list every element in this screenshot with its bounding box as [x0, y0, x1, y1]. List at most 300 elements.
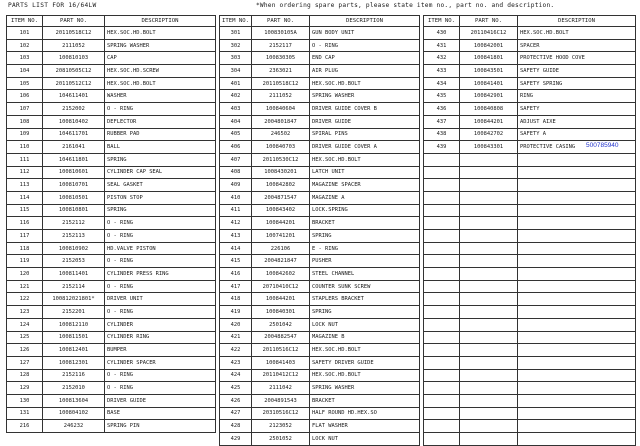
part-no-cell: 104611701	[43, 128, 105, 141]
part-no-cell: 2123052	[252, 420, 310, 433]
description-cell	[518, 344, 636, 357]
item-no-cell: 106	[7, 90, 43, 103]
item-no-cell: 435	[424, 90, 460, 103]
part-no-cell: 100844201	[252, 293, 310, 306]
item-no-cell: 216	[7, 420, 43, 433]
table-row	[220, 27, 420, 40]
description-cell	[518, 268, 636, 281]
item-no-cell: 434	[424, 77, 460, 90]
description-cell	[518, 420, 636, 433]
description-cell	[518, 433, 636, 446]
page-header	[4, 2, 636, 14]
part-no-cell: 2004882547	[252, 331, 310, 344]
item-no-cell: 121	[7, 280, 43, 293]
item-no-cell: 107	[7, 103, 43, 116]
part-no-cell: 2004891543	[252, 394, 310, 407]
table-row	[7, 394, 216, 407]
part-no-cell: 100843301	[460, 141, 518, 154]
part-no-cell: 20110512C12	[43, 77, 105, 90]
part-no-cell: 100812301	[43, 356, 105, 369]
description-cell: MAGAZINE SPACER	[310, 179, 420, 192]
description-cell: ADJUST AIXE	[518, 115, 636, 128]
item-no-cell	[424, 394, 460, 407]
description-cell: STEEL CHANNEL	[310, 268, 420, 281]
part-no-cell	[460, 217, 518, 230]
item-no-cell: 120	[7, 268, 43, 281]
description-cell	[518, 407, 636, 420]
part-no-cell	[460, 179, 518, 192]
col-item-no: ITEM NO.	[7, 16, 43, 27]
table-row	[424, 204, 636, 217]
part-no-cell: 2152116	[43, 369, 105, 382]
item-no-cell: 114	[7, 191, 43, 204]
part-no-cell: 100842901	[460, 90, 518, 103]
part-no-cell: 100842001	[460, 39, 518, 52]
item-no-cell: 412	[220, 217, 252, 230]
table-row	[7, 179, 216, 192]
item-no-cell	[424, 331, 460, 344]
part-no-cell: 20110412C12	[252, 369, 310, 382]
item-no-cell: 105	[7, 77, 43, 90]
description-cell: CYLINDER CAP SEAL	[105, 166, 216, 179]
part-no-cell: 1008430201	[252, 166, 310, 179]
description-cell: HEX.SOC.HD.BOLT	[310, 344, 420, 357]
part-no-cell: 2363021	[252, 65, 310, 78]
item-no-cell: 413	[220, 230, 252, 243]
col-item-no: ITEM NO.	[220, 16, 252, 27]
part-no-cell: 100812021801*	[43, 293, 105, 306]
description-cell: RUBBER PAD	[105, 128, 216, 141]
description-cell: O - RING	[105, 280, 216, 293]
item-no-cell: 119	[7, 255, 43, 268]
part-no-cell: 2152201	[43, 306, 105, 319]
part-no-cell: 2004821847	[252, 255, 310, 268]
description-cell: DRIVER GUIDE	[310, 115, 420, 128]
table-row	[220, 179, 420, 192]
col-part-no: PART NO.	[460, 16, 518, 27]
table-row	[220, 356, 420, 369]
description-cell: DRIVER UNIT	[105, 293, 216, 306]
table-row	[220, 191, 420, 204]
col-description: DESCRIPTION	[105, 16, 216, 27]
description-cell: HEX.SOC.HD.BOLT	[310, 369, 420, 382]
item-no-cell	[424, 382, 460, 395]
part-no-cell	[460, 344, 518, 357]
description-cell: HEX.SOC.HD.BOLT	[105, 27, 216, 40]
table-row	[7, 191, 216, 204]
item-no-cell: 430	[424, 27, 460, 40]
table-row	[424, 27, 636, 40]
part-no-cell	[460, 433, 518, 446]
item-no-cell: 409	[220, 179, 252, 192]
item-no-cell: 123	[7, 306, 43, 319]
item-no-cell: 403	[220, 103, 252, 116]
description-cell: O - RING	[105, 255, 216, 268]
part-no-cell: 100840703	[252, 141, 310, 154]
part-no-cell	[460, 191, 518, 204]
part-no-cell: 20110516C12	[252, 344, 310, 357]
table-row	[7, 268, 216, 281]
table-row	[424, 153, 636, 166]
item-no-cell: 404	[220, 115, 252, 128]
description-cell	[518, 230, 636, 243]
table-row	[424, 39, 636, 52]
table-row	[424, 268, 636, 281]
item-no-cell: 115	[7, 204, 43, 217]
part-no-cell	[460, 420, 518, 433]
description-cell: LOCK NUT	[310, 318, 420, 331]
item-no-cell	[424, 191, 460, 204]
part-no-cell: 2152002	[43, 103, 105, 116]
item-no-cell: 128	[7, 369, 43, 382]
item-no-cell: 125	[7, 331, 43, 344]
description-cell	[518, 306, 636, 319]
description-cell: SPRING WASHER	[105, 39, 216, 52]
item-no-cell: 124	[7, 318, 43, 331]
item-no-cell: 419	[220, 306, 252, 319]
table-row	[7, 153, 216, 166]
part-no-cell: 100843402	[252, 204, 310, 217]
item-no-cell	[424, 318, 460, 331]
description-cell: O - RING	[105, 103, 216, 116]
item-no-cell: 104	[7, 65, 43, 78]
item-no-cell: 408	[220, 166, 252, 179]
description-cell: BALL	[105, 141, 216, 154]
description-cell: SAFETY A	[518, 128, 636, 141]
item-no-cell: 414	[220, 242, 252, 255]
part-no-cell	[460, 331, 518, 344]
table-row	[424, 242, 636, 255]
item-no-cell: 129	[7, 382, 43, 395]
part-no-cell: 100812110	[43, 318, 105, 331]
description-cell: SPIRAL PINS	[310, 128, 420, 141]
item-no-cell: 423	[220, 356, 252, 369]
table-row	[220, 39, 420, 52]
part-no-cell: 100840808	[460, 103, 518, 116]
item-no-cell: 407	[220, 153, 252, 166]
part-no-cell: 100810701	[43, 179, 105, 192]
description-cell: SPRING WASHER	[310, 382, 420, 395]
description-cell: CAP	[105, 52, 216, 65]
part-no-cell: 2152113	[43, 230, 105, 243]
part-no-cell	[460, 242, 518, 255]
item-no-cell: 424	[220, 369, 252, 382]
table-row	[220, 153, 420, 166]
table-row	[424, 382, 636, 395]
description-cell	[518, 217, 636, 230]
table-row	[220, 230, 420, 243]
table-row	[220, 433, 420, 446]
table-row	[424, 255, 636, 268]
item-no-cell: 101	[7, 27, 43, 40]
description-cell: BRACKET	[310, 217, 420, 230]
table-row	[7, 369, 216, 382]
table-row	[220, 141, 420, 154]
description-cell: CYLINDER SPACER	[105, 356, 216, 369]
description-cell: E - RING	[310, 242, 420, 255]
table-row	[220, 52, 420, 65]
description-cell: BUMPER	[105, 344, 216, 357]
table-row	[7, 141, 216, 154]
table-row	[220, 204, 420, 217]
part-no-cell: 100810801	[43, 204, 105, 217]
table-row	[220, 268, 420, 281]
description-cell: RING	[518, 90, 636, 103]
part-no-cell	[460, 166, 518, 179]
part-no-cell	[460, 318, 518, 331]
item-no-cell: 432	[424, 52, 460, 65]
item-no-cell: 425	[220, 382, 252, 395]
part-no-cell: 246502	[252, 128, 310, 141]
part-no-cell: 100811501	[43, 331, 105, 344]
item-no-cell	[424, 255, 460, 268]
part-no-cell: 100811401	[43, 268, 105, 281]
table-row	[7, 166, 216, 179]
item-no-cell: 127	[7, 356, 43, 369]
table-row	[424, 191, 636, 204]
table-row	[220, 293, 420, 306]
table-row	[7, 217, 216, 230]
part-no-cell: 20110530C12	[252, 153, 310, 166]
part-no-cell	[460, 255, 518, 268]
table-row	[7, 280, 216, 293]
table-row	[220, 280, 420, 293]
item-no-cell: 111	[7, 153, 43, 166]
description-cell	[518, 242, 636, 255]
description-cell: STAPLERS BRACKET	[310, 293, 420, 306]
description-cell: LOCK.SPRING	[310, 204, 420, 217]
part-no-cell: 100830105A	[252, 27, 310, 40]
table-row	[424, 331, 636, 344]
description-cell: AIR PLUG	[310, 65, 420, 78]
blue-stamp-number: 500785940	[586, 142, 619, 149]
part-no-cell: 20310516C12	[252, 407, 310, 420]
table-row	[220, 77, 420, 90]
table-row	[424, 420, 636, 433]
description-cell: DEFLECTOR	[105, 115, 216, 128]
part-no-cell: 100844201	[460, 115, 518, 128]
item-no-cell	[424, 369, 460, 382]
table-row	[7, 204, 216, 217]
item-no-cell: 301	[220, 27, 252, 40]
table-row	[7, 128, 216, 141]
item-no-cell: 429	[220, 433, 252, 446]
table-row	[220, 382, 420, 395]
table-row	[7, 420, 216, 433]
table-row	[7, 255, 216, 268]
item-no-cell: 416	[220, 268, 252, 281]
description-cell: SPRING	[310, 306, 420, 319]
description-cell: O - RING	[105, 306, 216, 319]
table-row	[424, 369, 636, 382]
item-no-cell: 130	[7, 394, 43, 407]
part-no-cell	[460, 293, 518, 306]
part-no-cell: 2004871547	[252, 191, 310, 204]
table-row	[220, 331, 420, 344]
table-row	[424, 103, 636, 116]
table-row	[220, 128, 420, 141]
part-no-cell: 100813604	[43, 394, 105, 407]
description-cell: PROTECTIVE HOOD COVE	[518, 52, 636, 65]
table-row	[7, 407, 216, 420]
part-no-cell: 246232	[43, 420, 105, 433]
table-row	[220, 318, 420, 331]
description-cell	[518, 356, 636, 369]
table-row	[7, 27, 216, 40]
part-no-cell: 100841403	[252, 356, 310, 369]
table-row	[7, 230, 216, 243]
table-row	[7, 103, 216, 116]
description-cell: LOCK NUT	[310, 433, 420, 446]
description-cell: O - RING	[105, 230, 216, 243]
item-no-cell	[424, 293, 460, 306]
table-row	[424, 179, 636, 192]
item-no-cell: 415	[220, 255, 252, 268]
table-row	[7, 115, 216, 128]
description-cell: SPACER	[518, 39, 636, 52]
table-row	[424, 407, 636, 420]
part-no-cell: 2152112	[43, 217, 105, 230]
table-row	[424, 90, 636, 103]
description-cell	[518, 293, 636, 306]
part-no-cell: 100842702	[460, 128, 518, 141]
table-row	[424, 306, 636, 319]
description-cell: SPRING WASHER	[310, 90, 420, 103]
description-cell: SPRING	[105, 204, 216, 217]
table-row	[7, 90, 216, 103]
item-no-cell: 110	[7, 141, 43, 154]
item-no-cell: 436	[424, 103, 460, 116]
item-no-cell: 422	[220, 344, 252, 357]
description-cell	[518, 179, 636, 192]
table-row	[220, 407, 420, 420]
table-row	[424, 166, 636, 179]
table-row	[220, 306, 420, 319]
item-no-cell	[424, 217, 460, 230]
description-cell: DRIVER GUIDE COVER A	[310, 141, 420, 154]
item-no-cell: 438	[424, 128, 460, 141]
table-row	[220, 166, 420, 179]
item-no-cell: 302	[220, 39, 252, 52]
description-cell	[518, 153, 636, 166]
item-no-cell: 402	[220, 90, 252, 103]
description-cell	[518, 382, 636, 395]
item-no-cell: 428	[220, 420, 252, 433]
item-no-cell: 417	[220, 280, 252, 293]
part-no-cell	[460, 306, 518, 319]
item-no-cell	[424, 280, 460, 293]
description-cell: LATCH UNIT	[310, 166, 420, 179]
description-cell: SPRING	[105, 153, 216, 166]
table-row	[220, 115, 420, 128]
part-no-cell	[460, 280, 518, 293]
description-cell: CYLINDER	[105, 318, 216, 331]
description-cell: O - RING	[310, 39, 420, 52]
part-no-cell: 100741201	[252, 230, 310, 243]
part-no-cell: 100830305	[252, 52, 310, 65]
item-no-cell: 122	[7, 293, 43, 306]
part-no-cell: 2111052	[252, 90, 310, 103]
description-cell: SPRING	[310, 230, 420, 243]
table-row	[220, 103, 420, 116]
part-no-cell: 2152010	[43, 382, 105, 395]
description-cell	[518, 204, 636, 217]
description-cell: HEX.SOC.HD.BOLT	[310, 77, 420, 90]
table-row	[7, 65, 216, 78]
table-row	[220, 90, 420, 103]
table-row	[424, 77, 636, 90]
item-no-cell: 411	[220, 204, 252, 217]
part-no-cell	[460, 204, 518, 217]
description-cell: BASE	[105, 407, 216, 420]
part-no-cell: 20110416C12	[460, 27, 518, 40]
part-no-cell: 100810103	[43, 52, 105, 65]
part-no-cell: 104611801	[43, 153, 105, 166]
part-no-cell: 2004801847	[252, 115, 310, 128]
table-row	[424, 356, 636, 369]
description-cell: SAFETY GUIDE	[518, 65, 636, 78]
description-cell: HALF ROUND HD.HEX.SO	[310, 407, 420, 420]
part-no-cell: 100843501	[460, 65, 518, 78]
table-row	[424, 280, 636, 293]
description-cell: HEX.SOC.HD.BOLT	[105, 77, 216, 90]
parts-table-3	[423, 15, 636, 446]
item-no-cell: 405	[220, 128, 252, 141]
part-no-cell: 100810402	[43, 115, 105, 128]
table-row	[220, 420, 420, 433]
item-no-cell: 116	[7, 217, 43, 230]
item-no-cell: 108	[7, 115, 43, 128]
description-cell: SAFETY	[518, 103, 636, 116]
table-row	[424, 65, 636, 78]
table-row	[424, 217, 636, 230]
description-cell: SPRING PIN	[105, 420, 216, 433]
table-row	[7, 356, 216, 369]
part-no-cell: 226106	[252, 242, 310, 255]
description-cell	[518, 369, 636, 382]
part-no-cell: 100841801	[460, 52, 518, 65]
item-no-cell: 426	[220, 394, 252, 407]
part-no-cell: 100840301	[252, 306, 310, 319]
item-no-cell	[424, 407, 460, 420]
item-no-cell: 401	[220, 77, 252, 90]
ordering-note: *When ordering spare parts, please state item no., part no. and description.	[256, 2, 555, 9]
description-cell	[518, 255, 636, 268]
part-no-cell	[460, 153, 518, 166]
table-row	[424, 115, 636, 128]
description-cell	[518, 394, 636, 407]
parts-table-2	[219, 15, 420, 446]
item-no-cell	[424, 230, 460, 243]
description-cell: PROTECTIVE CASING	[518, 141, 636, 154]
part-no-cell: 20110518C12	[43, 27, 105, 40]
description-cell: HEX.SOC.HD.BOLT	[310, 153, 420, 166]
description-cell	[518, 331, 636, 344]
table-row	[424, 230, 636, 243]
part-no-cell: 2111042	[252, 382, 310, 395]
description-cell: HEX.SOC.HD.BOLT	[518, 27, 636, 40]
table-row	[7, 331, 216, 344]
description-cell: O - RING	[105, 369, 216, 382]
table-row	[220, 217, 420, 230]
part-no-cell: 100842602	[252, 268, 310, 281]
table-row	[7, 77, 216, 90]
table-row	[7, 382, 216, 395]
table-row	[220, 65, 420, 78]
part-no-cell: 20710410C12	[252, 280, 310, 293]
description-cell: O - RING	[105, 382, 216, 395]
item-no-cell: 437	[424, 115, 460, 128]
